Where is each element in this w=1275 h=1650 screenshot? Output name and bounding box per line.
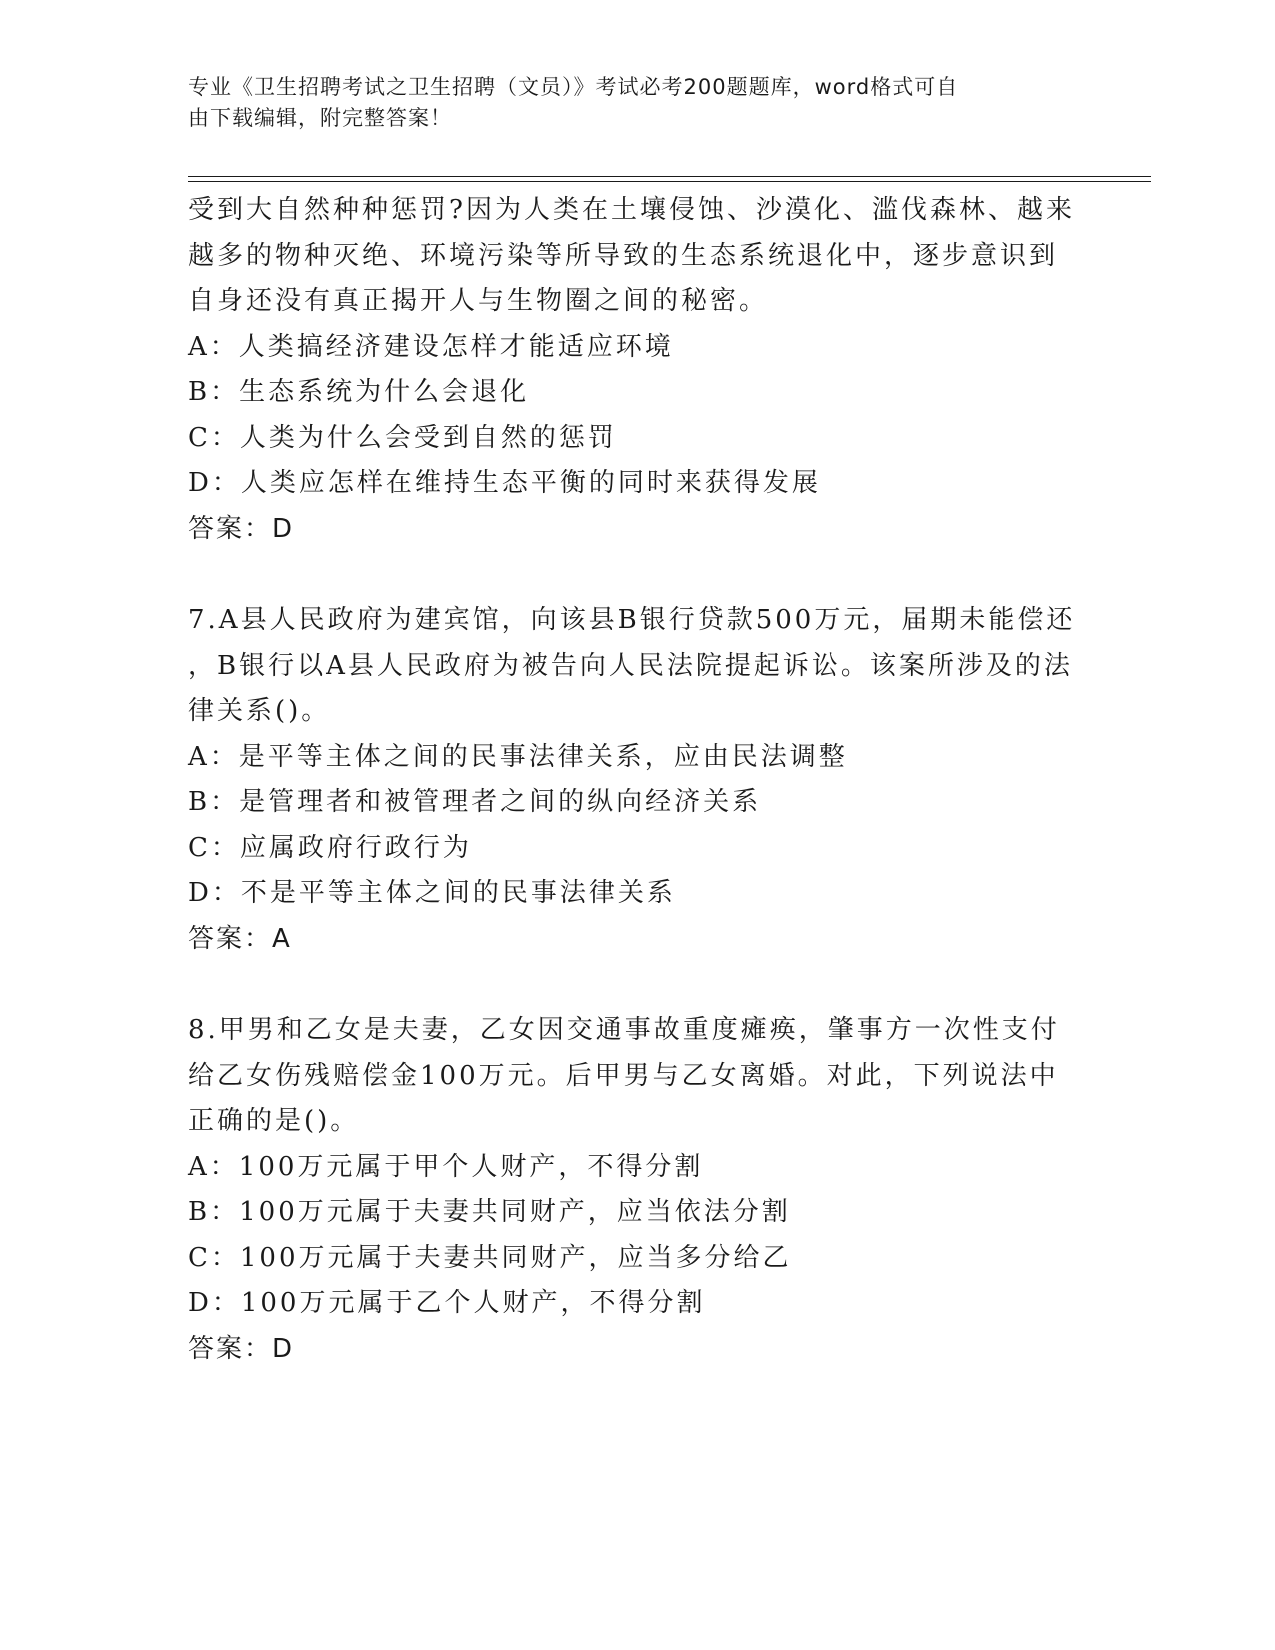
spacer [188,552,1088,598]
option-c: C：应属政府行政行为 [188,832,472,863]
question-stem-line: 正确的是()。 [188,1106,360,1136]
question-stem-line: 受到大自然种种惩罚?因为人类在土壤侵蚀、沙漠化、滥伐森林、越来 [188,195,1075,225]
option-c: C：100万元属于夫妻共同财产，应当多分给乙 [188,1242,792,1273]
option-d: D：100万元属于乙个人财产，不得分割 [188,1288,706,1318]
header-line-2: 由下载编辑，附完整答案！ [188,106,452,130]
option-a: A：100万元属于甲个人财产，不得分割 [188,1151,704,1182]
page-header [188,72,1068,134]
option-a: A：人类搞经济建设怎样才能适应环境 [188,331,674,362]
option-d: D：人类应怎样在维持生态平衡的同时来获得发展 [188,468,821,498]
question-stem-line: 给乙女伤残赔偿金100万元。后甲男与乙女离婚。对此，下列说法中 [188,1060,1059,1091]
header-line-1: 专业《卫生招聘考试之卫生招聘（文员）》考试必考200题题库，word格式可自 [188,75,959,99]
question-stem-line: 7.A县人民政府为建宾馆，向该县B银行贷款500万元，届期未能偿还 [188,605,1076,635]
question-stem-line: ，B银行以A县人民政府为被告向人民法院提起诉讼。该案所涉及的法 [188,650,1073,681]
option-d: D：不是平等主体之间的民事法律关系 [188,878,676,908]
question-stem-line: 律关系()。 [188,696,331,726]
answer-label: 答案：D [188,513,295,544]
option-b: B：生态系统为什么会退化 [188,377,530,407]
option-a: A：是平等主体之间的民事法律关系，应由民法调整 [188,741,848,772]
question-8 [188,1008,1088,1372]
answer-label: 答案：D [188,1333,295,1364]
question-6 [188,188,1088,552]
option-b: B：100万元属于夫妻共同财产，应当依法分割 [188,1197,791,1227]
question-list [188,188,1088,1372]
question-7 [188,598,1088,962]
question-stem-line: 8.甲男和乙女是夫妻，乙女因交通事故重度瘫痪，肇事方一次性支付 [188,1015,1060,1045]
question-stem-line: 自身还没有真正揭开人与生物圈之间的秘密。 [188,286,769,316]
question-stem-line: 越多的物种灭绝、环境污染等所导致的生态系统退化中，逐步意识到 [188,240,1059,271]
header-rule-bottom [188,181,1151,182]
header-rule-top [188,176,1151,177]
spacer [188,962,1088,1008]
answer-label: 答案：A [188,923,292,954]
option-c: C：人类为什么会受到自然的惩罚 [188,422,617,453]
option-b: B：是管理者和被管理者之间的纵向经济关系 [188,787,762,817]
